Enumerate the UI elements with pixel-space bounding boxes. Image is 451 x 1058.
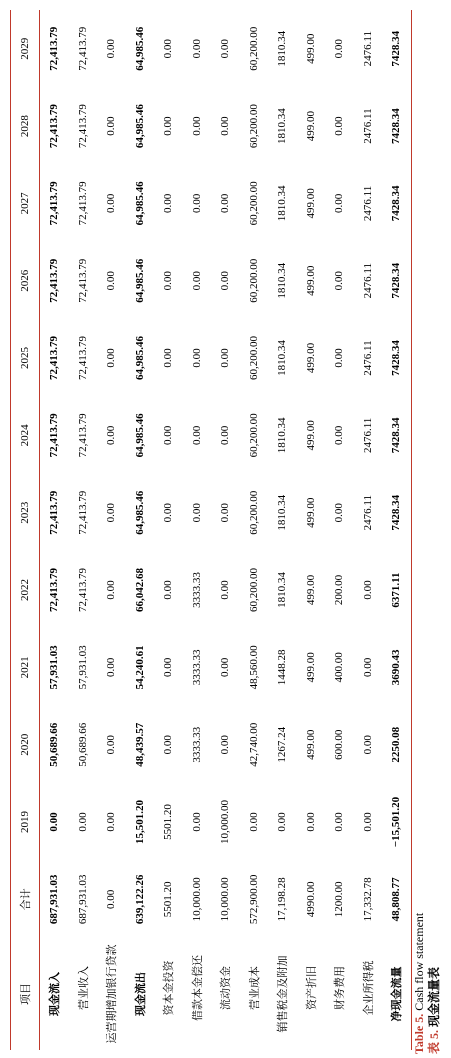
table-cell: 7428.34 [382, 397, 411, 474]
table-cell: 0.00 [361, 580, 374, 600]
table-cell: 48,808.77 [382, 861, 411, 938]
table-cell: 7428.34 [382, 319, 411, 396]
row-label: 资本金投资 [163, 960, 176, 1016]
row-label: 销售税金及附加 [277, 955, 290, 1033]
table-cell: 3690.43 [382, 629, 411, 706]
table-cell: 499.00 [304, 729, 317, 760]
table-cell: 0.00 [48, 812, 61, 832]
table-cell: 64,985.46 [133, 26, 146, 71]
row-label: 资产折旧 [305, 966, 318, 1010]
table-row [40, 10, 69, 1050]
table-cell: 50,689.66 [76, 722, 89, 767]
table-cell: 0.00 [219, 271, 232, 291]
table-cell: 1810.34 [276, 30, 289, 67]
table-cell: 0.00 [190, 271, 203, 291]
row-label: 营业收入 [77, 966, 90, 1010]
column-header: 2021 [11, 629, 40, 706]
table-cell: 499.00 [304, 265, 317, 296]
column-header: 2025 [11, 319, 40, 396]
column-header: 2028 [11, 87, 40, 164]
table-cell: 7428.34 [382, 165, 411, 242]
table-cell: 1810.34 [276, 417, 289, 454]
table-cell: 48,560.00 [247, 645, 260, 690]
table-cell: 57,931.03 [76, 645, 89, 690]
table-cell: 0.00 [219, 657, 232, 677]
table-cell: 72,413.79 [76, 490, 89, 535]
table-cell: 10,000.00 [219, 877, 232, 922]
table-cell: 499.00 [304, 574, 317, 606]
table-row [354, 10, 383, 1050]
table-cell: 0.00 [219, 503, 232, 523]
table-header-row [11, 10, 40, 1050]
table-cell: 0.00 [333, 348, 346, 368]
table-cell: 7428.34 [382, 474, 411, 551]
row-label: 现金流入 [49, 972, 62, 1016]
table-cell: 64,985.46 [133, 336, 146, 381]
table-cell: 499.00 [304, 497, 317, 528]
table-cell: 499.00 [304, 652, 317, 683]
table-cell: 0.00 [162, 503, 175, 523]
table-row [268, 10, 297, 1050]
column-header: 2019 [11, 783, 40, 860]
table-cell: −15,501.20 [382, 783, 411, 860]
table-cell: 72,413.79 [48, 490, 61, 535]
row-label: 现金流出 [134, 972, 147, 1016]
table-cell: 48,439.57 [133, 722, 146, 767]
table-cell: 0.00 [105, 116, 118, 136]
table-cell: 2250.08 [382, 706, 411, 783]
column-header: 2024 [11, 397, 40, 474]
cash-flow-table [10, 10, 412, 1050]
table-cell: 50,689.66 [48, 722, 61, 767]
table-cell: 0.00 [105, 812, 118, 832]
table-cell: 72,413.79 [48, 26, 61, 71]
table-cell: 0.00 [76, 812, 89, 832]
table-cell: 10,000.00 [190, 877, 203, 922]
table-cell: 10,000.00 [219, 800, 232, 845]
table-cell: 0.00 [219, 39, 232, 59]
table-cell: 64,985.46 [133, 181, 146, 226]
table-cell: 0.00 [162, 348, 175, 368]
table-cell: 0.00 [333, 193, 346, 214]
table-body [40, 10, 412, 1050]
table-cell: 0.00 [105, 193, 118, 214]
table-cell: 72,413.79 [76, 181, 89, 226]
table-cell: 0.00 [105, 889, 118, 909]
table-cell: 17,198.28 [276, 877, 289, 922]
table-cell: 6371.11 [382, 551, 411, 628]
table-cell: 2476.11 [361, 263, 374, 299]
table-cell: 0.00 [105, 735, 118, 755]
table-cell: 0.00 [105, 503, 118, 523]
table-cell: 3333.33 [190, 572, 203, 608]
table-cell: 0.00 [162, 657, 175, 677]
table-cell: 0.00 [105, 425, 118, 445]
table-cell: 0.00 [361, 735, 374, 755]
caption-cn-prefix: 表 5. [427, 1029, 441, 1054]
table-cell: 60,200.00 [247, 26, 260, 71]
table-cell: 60,200.00 [247, 568, 260, 613]
table-cell: 0.00 [190, 348, 203, 368]
table-cell: 1810.34 [276, 108, 289, 144]
table-cell: 72,413.79 [48, 568, 61, 613]
table-cell: 0.00 [333, 271, 346, 291]
table-cell: 600.00 [333, 729, 346, 760]
table-cell: 64,985.46 [133, 413, 146, 458]
table-cell: 3333.33 [190, 726, 203, 763]
table-cell: 499.00 [304, 420, 317, 451]
row-label: 财务费用 [334, 966, 347, 1010]
table-cell: 0.00 [162, 116, 175, 136]
table-row [240, 10, 269, 1050]
table-row [69, 10, 98, 1050]
table-row [382, 10, 411, 1050]
table-cell: 72,413.79 [76, 26, 89, 71]
table-cell: 1448.28 [276, 649, 289, 686]
table-cell: 72,413.79 [48, 181, 61, 226]
table-cell: 72,413.79 [76, 568, 89, 613]
table-cell: 7428.34 [382, 10, 411, 87]
table-cell: 0.00 [162, 271, 175, 291]
column-header: 2023 [11, 474, 40, 551]
table-cell: 1200.00 [333, 881, 346, 918]
caption-english [412, 54, 427, 1054]
table-cell: 1810.34 [276, 572, 289, 608]
caption-en-title: Cash flow statement [412, 912, 426, 1011]
table-cell: 0.00 [333, 425, 346, 445]
table-cell: 400.00 [333, 652, 346, 683]
table-cell: 0.00 [219, 193, 232, 214]
caption-en-prefix: Table 5. [412, 1013, 426, 1054]
table-cell: 5501.20 [162, 804, 175, 840]
column-header: 2026 [11, 242, 40, 319]
table-cell: 64,985.46 [133, 490, 146, 535]
table-cell: 0.00 [247, 812, 260, 832]
table-cell: 0.00 [333, 39, 346, 59]
table-cell: 4990.00 [304, 881, 317, 918]
table-cell: 1267.24 [276, 726, 289, 763]
table-cell: 72,413.79 [48, 336, 61, 381]
table-cell: 15,501.20 [133, 800, 146, 845]
table-cell: 499.00 [304, 110, 317, 142]
table-caption [412, 54, 442, 1054]
table-cell: 499.00 [304, 342, 317, 374]
table-cell: 0.00 [190, 193, 203, 214]
table-row [183, 10, 212, 1050]
table-cell: 5501.20 [162, 881, 175, 918]
table-row [126, 10, 155, 1050]
table-cell: 0.00 [105, 657, 118, 677]
table-cell: 60,200.00 [247, 336, 260, 381]
table-row [154, 10, 183, 1050]
table-cell: 2476.11 [361, 108, 374, 144]
table-cell: 57,931.03 [48, 645, 61, 690]
table-row [325, 10, 354, 1050]
row-label: 净现金流量 [382, 938, 411, 1050]
table-cell: 66,042.68 [133, 568, 146, 613]
table-cell: 60,200.00 [247, 104, 260, 149]
table-cell: 0.00 [219, 348, 232, 368]
table-cell: 0.00 [190, 425, 203, 445]
table-cell: 2476.11 [361, 340, 374, 376]
table-cell: 0.00 [190, 116, 203, 136]
table-cell: 0.00 [276, 812, 289, 832]
table-cell: 0.00 [361, 657, 374, 677]
table-cell: 0.00 [190, 503, 203, 523]
column-header: 2029 [11, 10, 40, 87]
table-cell: 72,413.79 [76, 413, 89, 458]
table-cell: 0.00 [162, 39, 175, 59]
row-label: 借款本金偿还 [191, 955, 204, 1021]
caption-chinese [427, 54, 442, 1054]
table-cell: 72,413.79 [76, 104, 89, 149]
row-label: 运营期增加银行贷款 [106, 944, 119, 1044]
row-label: 营业成本 [248, 966, 261, 1010]
table-cell: 0.00 [162, 193, 175, 214]
table-cell: 64,985.46 [133, 258, 146, 303]
table-cell: 1810.34 [276, 494, 289, 531]
table-cell: 499.00 [304, 188, 317, 219]
column-header: 2020 [11, 706, 40, 783]
table-cell: 0.00 [190, 39, 203, 59]
table-cell: 0.00 [105, 39, 118, 59]
table-cell: 72,413.79 [76, 336, 89, 381]
table-cell: 1810.34 [276, 185, 289, 222]
table-cell: 0.00 [219, 116, 232, 136]
table-cell: 2476.11 [361, 185, 374, 222]
table-cell: 72,413.79 [76, 258, 89, 303]
table-cell: 0.00 [219, 425, 232, 445]
table-cell: 2476.11 [361, 31, 374, 67]
table-cell: 60,200.00 [247, 258, 260, 303]
table-cell: 639,122.26 [133, 874, 146, 925]
table-cell: 0.00 [333, 812, 346, 832]
table-cell: 60,200.00 [247, 413, 260, 458]
table-cell: 1810.34 [276, 340, 289, 376]
table-row [297, 10, 326, 1050]
table-cell: 64,985.46 [133, 104, 146, 149]
table-cell: 0.00 [105, 271, 118, 291]
table-cell: 0.00 [219, 580, 232, 600]
table-cell: 60,200.00 [247, 181, 260, 226]
table-cell: 7428.34 [382, 242, 411, 319]
table-cell: 687,931.03 [48, 874, 61, 925]
table-cell: 7428.34 [382, 87, 411, 164]
column-header: 2027 [11, 165, 40, 242]
table-row [211, 10, 240, 1050]
row-label: 流动资金 [220, 966, 233, 1010]
table-cell: 60,200.00 [247, 490, 260, 535]
table-cell: 1810.34 [276, 262, 289, 299]
table-row [97, 10, 126, 1050]
table-cell: 0.00 [162, 735, 175, 755]
table-cell: 0.00 [304, 812, 317, 832]
table-cell: 0.00 [333, 116, 346, 136]
table-cell: 0.00 [162, 425, 175, 445]
row-label: 企业所得税 [362, 960, 375, 1016]
table-cell: 0.00 [361, 812, 374, 832]
table-cell: 0.00 [162, 580, 175, 600]
table-cell: 0.00 [333, 503, 346, 523]
table-cell: 72,413.79 [48, 104, 61, 149]
table-cell: 3333.33 [190, 649, 203, 686]
table-cell: 572,900.00 [247, 874, 260, 925]
table-cell: 2476.11 [361, 417, 374, 454]
table-cell: 687,931.03 [76, 874, 89, 925]
table-cell: 0.00 [219, 735, 232, 755]
caption-cn-title: 现金流量表 [427, 966, 441, 1027]
table-cell: 0.00 [105, 348, 118, 368]
table-cell: 72,413.79 [48, 413, 61, 458]
table-cell: 72,413.79 [48, 258, 61, 303]
table-cell: 2476.11 [361, 495, 374, 531]
table-cell: 54,240.61 [133, 645, 146, 690]
table-cell: 17,332.78 [361, 877, 374, 922]
table-cell: 42,740.00 [247, 722, 260, 767]
column-header-item: 项目 [11, 938, 40, 1050]
column-header: 2022 [11, 551, 40, 628]
column-header: 合计 [11, 861, 40, 938]
table-cell: 499.00 [304, 33, 317, 64]
table-cell: 0.00 [105, 580, 118, 600]
table-cell: 200.00 [333, 574, 346, 606]
table-cell: 0.00 [190, 812, 203, 832]
